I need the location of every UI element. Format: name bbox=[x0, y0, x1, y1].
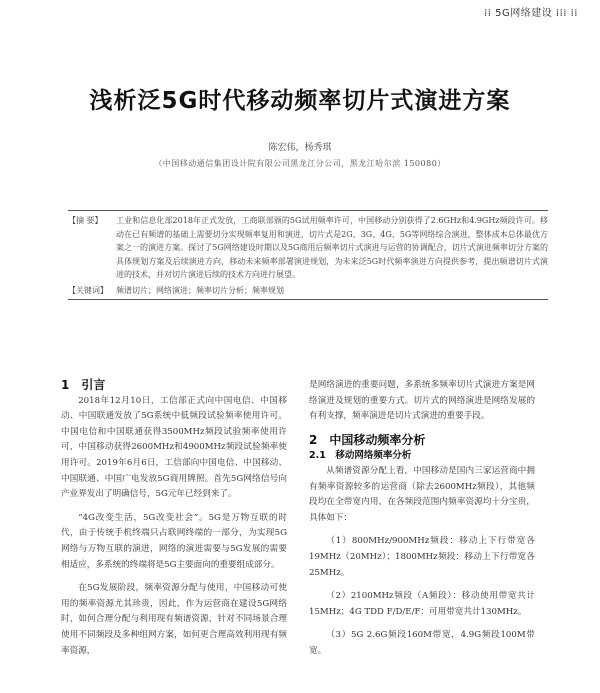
affiliation: （中国移动通信集团设计院有限公司黑龙江分公司，黑龙江哈尔滨 150080） bbox=[154, 159, 446, 168]
section-2-1-paragraph-2: （1）800MHz/900MHz频段：移动上下行带宽各19MHz（20MHz）；1800MHz频段：移动上下行带宽各25MHz。 bbox=[309, 536, 535, 578]
abstract-label: 【摘 要】 bbox=[68, 216, 103, 225]
section-2-1-paragraph-1: 从频谱资源分配上看，中国移动是国内三家运营商中拥有频率资源较多的运营商（除去2600MHz频段），其他频段均在全带宽内用，在各频段范围内频率资源均十分宝贵，具体如下： bbox=[309, 465, 535, 523]
abstract-bottom-rule bbox=[68, 299, 548, 300]
intro-paragraph-3: 在5G发展阶段，频率资源分配与使用，中国移动可使用的频率资源尤其珍贵，因此，作为运营商在建设5G网络时，如何合理分配与利用现有频谱资源，针对不同场景合理使用不同频段及多种组网方案，如何更合理高效利用现有频率资源， bbox=[61, 583, 287, 656]
section-2-1-paragraph-3: （2）2100MHz频段（A频段）：移动使用带宽共计15MHz；4G TDD F/D/E/F：可用带宽共计130MHz。 bbox=[309, 591, 535, 617]
right-column bbox=[309, 378, 535, 660]
journal-section: 5G网络建设 bbox=[495, 8, 553, 19]
journal-header: ⁞⁞ 5G网络建设 ⁞⁞⁞ ⁞⁞ bbox=[484, 8, 578, 19]
intro-paragraph-1: 2018年12月10日，工信部正式向中国电信、中国移动、中国联通发放了5G系统中低频段试验频率使用许可。中国电信和中国联通获得3500MHz频段试验频率使用许可，中国移动获得2600MHz和4900MHz频段试验频率使用许可。2019年6月6日，工信部向中国电信、中国移动、中国联通、中国广电发放5G商用牌照。首先5G网络信号向产业界发出了明确信号，5G元年已经到来了。 bbox=[61, 395, 287, 500]
intro-paragraph-2: “4G改变生活，5G改变社会”。5G是万物互联的时代，由于传统手机终端只占联网终端的一部分，为实现5G网络与万物互联的演进，网络的演进需要与5G发展的需要相适应，多系统的终端将是5G主要面向的重要组成部分。 bbox=[61, 512, 287, 570]
abstract-box bbox=[68, 210, 548, 300]
right-paragraph-1: 是网络演进的重要问题，多系统多频率切片式演进方案是网络演进及规划的重要方式。切片式的网络演进是网络发展的有利支撑，频率演进是切片式演进的重要手段。 bbox=[309, 380, 535, 422]
left-column bbox=[61, 378, 287, 659]
section-2-heading: 2 中国移动频率分析 bbox=[309, 432, 426, 447]
section-2-1-paragraph-4: （3）5G 2.6G频段160M带宽，4.9G频段100M带宽。 bbox=[309, 630, 535, 656]
keywords-label: 【关键词】 bbox=[68, 285, 108, 295]
abstract-text: 工业和信息化部2018年正式发放，工商联部颁的5G试用频率许可，中国移动分别获得了2.6GHz和4.9GHz频段许可。移动在已有频谱的基础上需要切分实现频率复用和演进，切片式是2G、3G、4G、5G等网络综合演进，整体成本总体最优方案之一的演进方案。探讨了5G网络建设时期以及5G商用后频率切片式演进与运营的协调配合，切片式演进频率切分方案的具体规划方案及后续演进方向，移动未来频率部署演进规划，为未来泛5G时代频率演进方向提供参考，提出频谱切片式演进的技术，并对切片演进后续的技术方向进行展望。 bbox=[116, 216, 548, 279]
abstract-row bbox=[68, 211, 548, 282]
keywords-text: 频谱切片；网络演进；频率切片分析；频率规划 bbox=[116, 285, 284, 295]
keywords-row bbox=[68, 282, 548, 300]
section-2-1-heading: 2.1 移动网络频率分析 bbox=[309, 450, 412, 462]
intro-heading: 1 引言 bbox=[61, 378, 106, 392]
paper-title: 浅析泛5G时代移动频率切片式演进方案 bbox=[89, 88, 511, 114]
authors: 陈宏伟，杨秀琪 bbox=[268, 143, 332, 153]
